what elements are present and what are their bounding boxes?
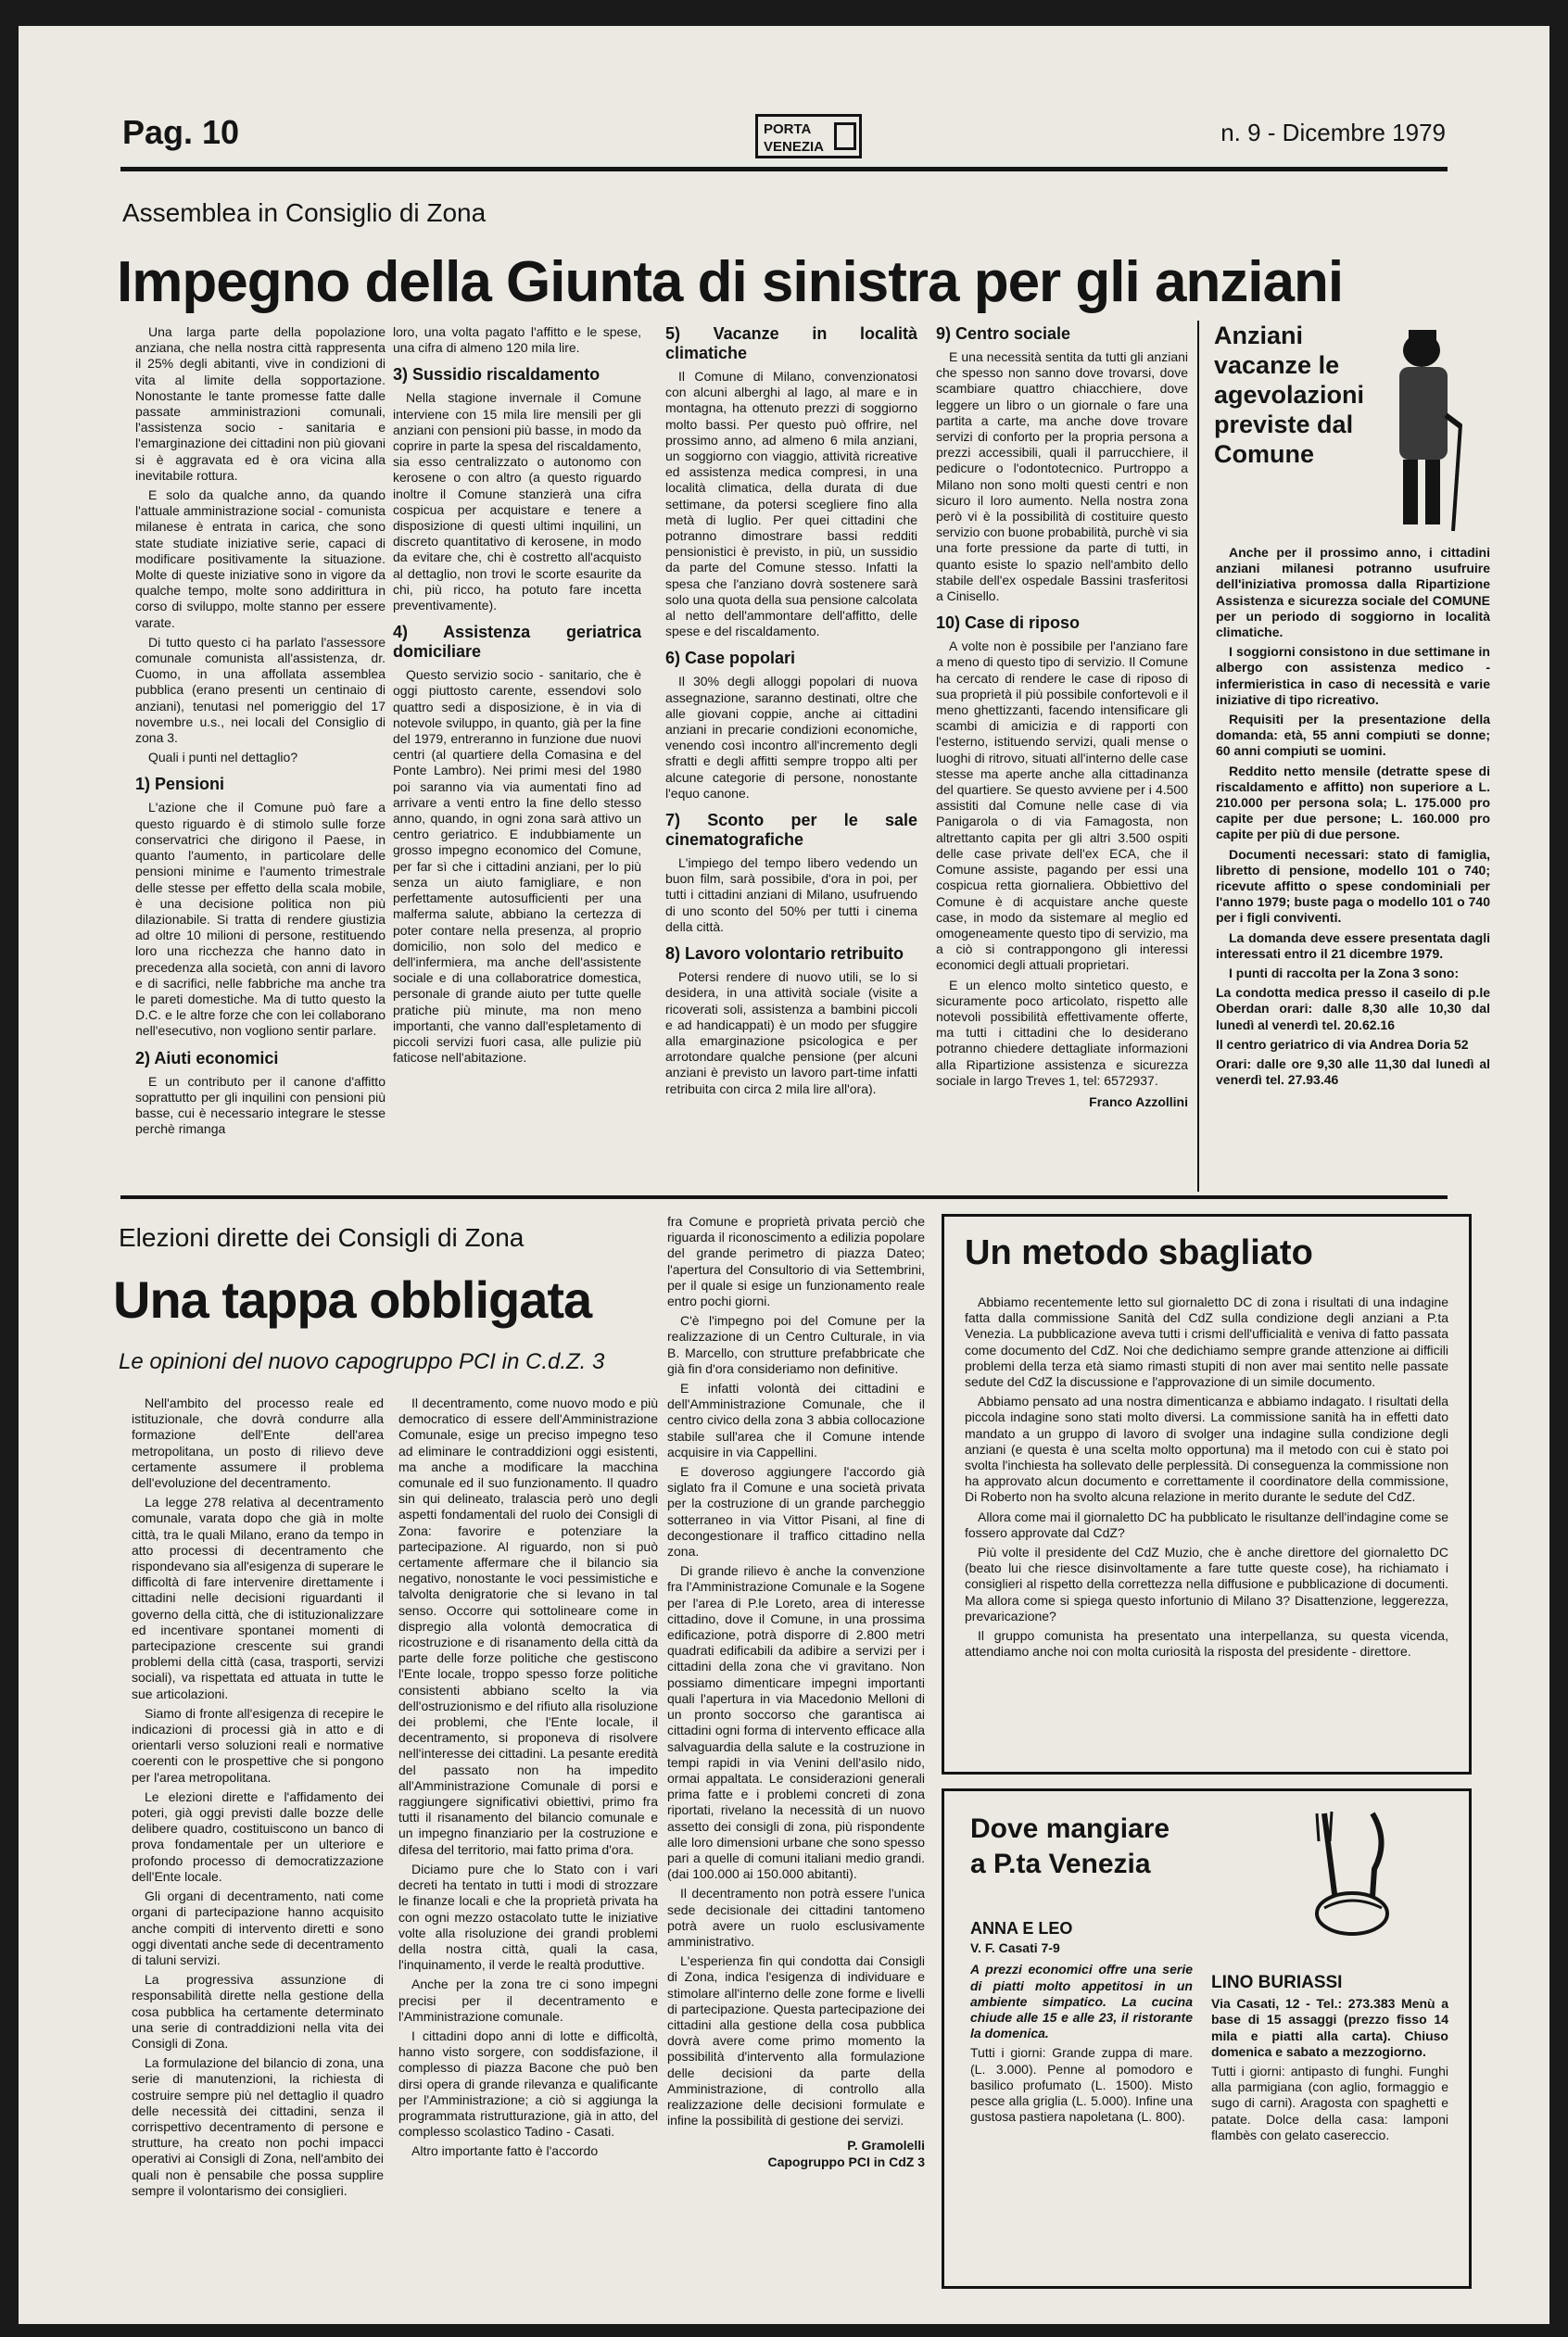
section-heading: 1) Pensioni [135,775,225,794]
restaurant-name: ANNA E LEO [970,1919,1073,1938]
paragraph: La formulazione del bilancio di zona, una serie di manutenzioni, la richiesta di costruire sempre più nel dettaglio il quadro delle necessità dei cittadini, senza il corrispettivo decentramento di persone e strutture, ha creato non pochi impacci operativi ai Consigli di Zona, nell'ambito dei quali non è pensabile che possa supplire sempre il volontarismo dei consiglieri. [132,2055,384,2198]
paragraph: Il 30% degli alloggi popolari di nuova assegnazione, saranno destinati, oltre che alle giovani coppie, anche ai cittadini anziani in precarie condizioni economiche, venendo così incontro all'incremento degli sfratti e degli affitti sempre troppo alti per alcune categorie di persone, nonostante l'equo canone. [665,674,917,801]
bottom-column-1 [132,1396,384,2203]
logo-line-2: VENEZIA [764,139,825,155]
paragraph: E solo da qualche anno, da quando l'attuale amministrazione social - comunista milanese è entrata in carica, che sono state studiate iniziative serie, capaci di modificare positivamente la situazione. Molte di queste iniziative sono in vigore da qualche tempo, molte sono addirittura in corso di sviluppo, molte stanno per essere varate. [135,487,386,630]
paragraph: Il decentramento, come nuovo modo e più democratico di essere dell'Amministrazione Comunale, esige un preciso impegno teso ad eliminare le contraddizioni oggi esistenti, ma anche a modificare la macchina comunale ed il suo funzionamento. Il quadro sin qui delineato, tralascia però uno degli aspetti fondamentali del ruolo dei Consigli di Zona: favorire e potenziare la partecipazione. Al riguardo, non si può certamente affermare che il bilancio sia negativo, nonostante le voci pessimistiche e talvolta denigratorie che si levano in tal senso. Occorre qui sottolineare come in dispregio alla volontà democratica di ricostruzione e di risanamento della città da parte delle forze politiche che gestiscono l'Ente locale, troppo spesso forze politiche consistenti abbiano scelto la via dell'ostruzionismo e del rifiuto alla risoluzione dei problemi, che l'Ente locale, il decentramento, si proponeva di risolvere nell'interesse dei cittadini. La pesante eredità del passato non ha impedito all'Amministrazione Comunale di porsi e raggiungere significativi obiettivi, primo fra tutti il risanamento del bilancio comunale e un impegno finanziario per la costruzione e difesa del territorio, mai fatto prima d'ora. [398,1396,658,1857]
paragraph: Più volte il presidente del CdZ Muzio, che è anche direttore del giornaletto DC (beato lui che riesce disinvoltamente a fare tutte queste cose), ha richiamato i consiglieri al rispetto della correttezza nella diffusione e pubblicazione di documenti. Ma allora come si spiega questo infortunio di Milano 3? Disattenzione, leggerezza, prevaricazione? [965,1545,1448,1623]
top-column-1 [135,324,386,1141]
paragraph: Il gruppo comunista ha presentato una interpellanza, su questa vicenda, attendiamo anche noi con molta curiosità la risposta del presidente - direttore. [965,1628,1448,1660]
top-column-2 [393,324,641,1069]
paragraph: Tutti i giorni: antipasto di funghi. Funghi alla parmigiana (con aglio, formaggio e sugo di carni). Aragosta con spaghetti e patate. Dolce della casa: lamponi flambès con gelato casereccio. [1211,2064,1448,2142]
paragraph: Abbiamo pensato ad una nostra dimenticanza e abbiamo indagato. I risultati della piccola indagine sono stati molto diversi. La commissione sanità ha in effetti dato mandato a un gruppo di lavoro di svolger una indagine sulla condizione degli anziani (e questa è una scelta molto opportuna) ma il metodo con cui è stato poi svolta l'inchiesta ha sollevato delle perplessità. Di conseguenza la commissione non ha approvato alcun documento e correttamente il coordinatore della commissione, Di Roberto non ha svolto alcuna relazione in merito durante le sedute del CdZ. [965,1394,1448,1505]
paragraph: La progressiva assunzione di responsabilità dirette nella gestione della cosa pubblica ha certamente determinato una serie di contraddizioni nella vita dei Consigli di Zona. [132,1972,384,2051]
anna-e-leo-listing [970,1921,1193,2129]
paragraph: fra Comune e proprietà privata perciò che riguarda il riconoscimento a edilizia popolare del grande perimetro di piazza Dateo; l'apertura del Consultorio di via Settembrini, per il quale si esige un funzionamento reale entro pochi giorni. [667,1214,925,1309]
paragraph: Anche per la zona tre ci sono impegni precisi per il decentramento e l'Amministrazione comunale. [398,1977,658,2024]
issue-date: n. 9 - Dicembre 1979 [1220,119,1446,146]
top-column-3 [665,324,917,1101]
section-heading: 2) Aiuti economici [135,1048,279,1067]
paragraph: Documenti necessari: stato di famiglia, libretto di pensione, modello 101 o 740; ricevute affitto o spese condominiali per l'anno 1979; buste paga o modello 101 o 740 per i figli conviventi. [1216,846,1490,926]
paragraph: Altro importante fatto è l'accordo [411,2143,599,2159]
paragraph: Il decentramento non potrà essere l'unica sede decisionale dei cittadini tantomeno potrà avere un ruolo esclusivamente amministrativo. [667,1886,925,1949]
paragraph: Tutti i giorni: Grande zuppa di mare. (L. 3.000). Penne al pomodoro e basilico profumato (L. 1500). Misto pesce alla griglia (L. 5.000). Infine una gustosa pastiera napoletana (L. 800). [970,2045,1193,2125]
paragraph: Allora come mai il giornaletto DC ha pubblicato le risultanze dell'indagine come se fossero approvate dal CdZ? [965,1509,1448,1540]
bottom-headline: Una tappa obbligata [113,1270,592,1329]
top-column-4 [936,324,1188,1110]
paragraph: I cittadini dopo anni di lotte e difficoltà, hanno visto sorgere, con soddisfazione, il complesso di piazza Bacone che può ben dirsi opera di grande rilevanza e qualificante per l'Amministrazione; a ciò si aggiunga la programmata ristrutturazione, già in atto, del complesso scolastico Tadino - Casati. [398,2028,658,2140]
metodo-sbagliato-box [942,1214,1472,1775]
section-heading: 7) Sconto per le sale cinematografiche [665,811,917,850]
paragraph: Requisiti per la presentazione della domanda: età, 55 anni compiuti se donne; 60 anni compiuti se uomini. [1216,712,1490,759]
column-divider [1197,321,1199,1192]
author-signature: P. Gramolelli [847,2138,925,2154]
bottom-column-2 [398,1396,658,2164]
paragraph: Il Comune di Milano, convenzionatosi con alcuni alberghi al lago, al mare e in montagna, ha ottenuto prezzi di soggiorno molto bassi. Per questo può offrire, nel prossimo anno, ad almeno 6 mila anziani, un soggiorno con viaggio, attività ricreative ed assistenza medica compresi, in una località climatica, della durata di due settimane, da potersi scegliere fino alla metà di luglio. Per quei cittadini che potranno dimostrare bassi redditi pensionistici è previsto, in più, un sussidio da parte del Comune stesso. Infatti la spesa che l'anziano dovrà sostenere sarà solo una quota della sua pensione calcolata al netto dell'ammontare dell'affitto, delle spese e del riscaldamento. [665,369,917,639]
paragraph: E un elenco molto sintetico questo, e sicuramente poco articolato, rispetto alle notevoli possibilità effettivamente offerte, ma tutti i cittadini che lo desiderano potranno chiedere dettagliate informazioni alla Ripartizione assistenza e sicurezza sociale in largo Treves 1, tel: 6572937. [936,977,1188,1088]
paragraph: La condotta medica presso il caseilo di p.le Oberdan orari: dalle 8,30 alle 10,30 dal lunedì al venerdì tel. 20.62.16 [1216,985,1490,1032]
porta-venezia-logo [755,114,862,158]
section-heading: 8) Lavoro volontario retribuito [665,944,904,964]
paragraph: Potersi rendere di nuovo utili, se lo si desidera, in una attività sociale (visite a ricoverati soli, assistenza a bambini piccoli e ad handicappati) è un modo per sfuggire alla emarginazione psicologica e per arrotondare qualche pensione (per alcuni anziani è previsto un lavoro part-time infatti retribuita con circa 2 mila lire all'ora). [665,969,917,1096]
paragraph: E una necessità sentita da tutti gli anziani che spesso non sanno dove trovarsi, dove scambiare quattro chiacchiere, dove leggere un libro o un giornale o fare una partita a carte, ma anche dove trovare servizi di conforto per la propria persona a prezzi accessibili, quali il parrucchiere, il pedicure o l'odontotecnico. Purtroppo a Milano non sono molti questi centri e non sicuro il loro aumento. Nella nostra zona però vi è la possibilità di costituire questo servizio con buone probabilità, purchè vi sia una forte pressione da parte di tutti, in quanto esiste lo spazio nell'ambito dello stabile dell'ex ospedale Bassini trasferitosi a Cinisello. [936,349,1188,604]
paragraph: Nell'ambito del processo reale ed istituzionale, che dovrà condurre alla formazione dell'Ente dell'area metropolitana, un posto di rilievo deve certamente assumere il problema dell'evoluzione del decentramento. [132,1396,384,1491]
sidebar-body [1216,545,1490,1093]
logo-line-1: PORTA [764,121,812,137]
paragraph: C'è l'impegno poi del Comune per la realizzazione di un Centro Culturale, in via B. Marcello, con strutture prefabbricate che già fin d'ora consideriamo non definitive. [667,1313,925,1376]
section-rule [120,1195,1448,1199]
paragraph: Anche per il prossimo anno, i cittadini anziani milanesi potranno usufruire dell'iniziativa promossa dalla Ripartizione Assistenza e sicurezza sociale del COMUNE per un periodo di soggiorno in località climatiche. [1216,545,1490,640]
dove-mangiare-box [942,1788,1472,2289]
paragraph: Orari: dalle ore 9,30 alle 11,30 dal lunedì al venerdì tel. 27.93.46 [1216,1056,1490,1088]
paragraph: Siamo di fronte all'esigenza di recepire le indicazioni di processi già in atto e di orientarli verso soluzioni reali e normative coerenti con le prospettive che si pongono per l'area metropolitana. [132,1705,384,1785]
paragraph: Questo servizio socio - sanitario, che è oggi piuttosto carente, essendovi solo quattro sedi a disposizione, è in via di notevole sviluppo, in quanto, già per la fine del 1979, entreranno in funzione due nuovi centri (al quartiere della Comasina e del Ponte Lambro). Nei primi mesi del 1980 poi saranno via via aumentati fino ad arrivare a venti entro la fine dello stesso anno, quando, in ogni zona sarà attivo un centro geriatrico. E indubbiamente un grosso impegno economico del Comune, per far sì che i cittadini anziani, per lo più senza un aiuto famigliare, e non perfettamente autosufficienti per una malferma salute, abbiano la certezza di poter contare nella presenza, al proprio domicilio, non solo del medico e dell'infermiera, ma anche dell'assistente sociale e di una collaboratrice domestica, personale di grande aiuto per tutte quelle pratiche più minute, ma non meno importanti, che vanno dall'espletamento di piccoli servizi fuori casa, alle pulizie più faticose nell'abitazione. [393,667,641,1066]
section-heading: 4) Assistenza geriatrica domiciliare [393,623,641,662]
paragraph: I punti di raccolta per la Zona 3 sono: [1229,966,1460,981]
paragraph: Di tutto questo ci ha parlato l'assessore comunale comunista all'assistenza, dr. Cuomo, in una affollata assemblea pubblica (erano presenti un centinaio di anziani), tenutasi nel pomeriggio del 17 novembre u.s., nei locali del Consiglio di zona 3. [135,634,386,746]
paragraph: Gli organi di decentramento, nati come organi di partecipazione hanno acquisito anche compiti di intervento diretti e sono oggi diventati anche sede di decentramento di taluni servizi. [132,1889,384,1967]
cutlery-hand-illustration [1296,1804,1408,1943]
paragraph: Nella stagione invernale il Comune interviene con 15 mila lire mensili per gli anziani con pensioni più basse, in modo da coprire in parte la spesa del riscaldamento, sia esso centralizzato o autonomo con kerosene o con altro (a questo riguardo inoltre il Comune stanzierà una cifra cospicua per acquistare e tenere a disposizione di questi ultimi inquilini, un discreto quantitativo di kerosene, in modo da evitare che, chi è costretto all'acquisto al dettaglio, non trovi le scorte esaurite da chi, più ricco, ha potuto fare incetta preventivamente). [393,390,641,613]
paragraph: A volte non è possibile per l'anziano fare a meno di questo tipo di servizio. Il Comune ha cercato di rendere le case di riposo di sua proprietà il più possibile confortevoli e il meno ghettizzanti, facendo intensificare gli scambi di amicizia e di rapporti con l'esterno, istituendo servizi, quali mense o luoghi di ritrovo, situati all'interno delle case stesse ma aperte anche alla cittadinanza del quartiere. Se questo avviene per i 4.500 assistiti dal Comune nelle case di via Panigarola o di via Famagosta, non altrettanto capita per gli altri 3.500 ospiti delle case private dell'ex ECA, che il Comune assiste, pagando per essi una cospicua retta giornaliera. Obbiettivo del Comune è di acquistare anche queste case, in modo da sistemare al meglio ed omogeneamente questo tipo di servizio, ma a ciò si contrappongono gli interessi economici degli attuali proprietari. [936,638,1188,973]
house-icon [834,122,856,150]
paragraph: loro, una volta pagato l'affitto e le spese, una cifra di almeno 120 mila lire. [393,324,641,356]
paragraph: E doveroso aggiungere l'accordo già siglato fra il Comune e una società privata per la costruzione di un grande parcheggio sotterraneo in via Vittor Pisani, al fine di decongestionare il traffico cittadino nella zona. [667,1464,925,1560]
paragraph: La domanda deve essere presentata dagli interessati entro il 21 dicembre 1979. [1216,929,1490,961]
author-signature: Franco Azzollini [1089,1093,1188,1109]
top-kicker: Assemblea in Consiglio di Zona [122,198,487,227]
page-number: Pag. 10 [122,113,240,151]
paragraph: Le elezioni dirette e l'affidamento dei poteri, già oggi previsti dalle bozze delle delibere quadro, costituiscono un banco di prova fondamentale per un ulteriore e profondo processo di democratizzazione dell'Ente locale. [132,1788,384,1884]
paragraph: E infatti volontà dei cittadini e dell'Amministrazione Comunale, che il centro civico della zona 3 abbia collocazione stabile sull'area che il Comune intende acquisire in via Cappellini. [667,1381,925,1459]
top-headline: Impegno della Giunta di sinistra per gli anziani [117,250,1344,314]
mangiare-title [970,1812,1170,1882]
section-heading: 9) Centro sociale [936,324,1071,343]
paragraph: L'impiego del tempo libero vedendo un buon film, sarà possibile, d'ora in poi, per tutti i cittadini anziani di Milano, usufruendo di uno sconto del 50% per tutti i cinema della città. [665,855,917,934]
paragraph: Una larga parte della popolazione anziana, che nella nostra città rappresenta il 25% degli abitanti, vive in condizioni di vita al limite della sopportazione. Nonostante le tante promesse fatte dalle passate amministrazioni comunali, l'assistenza socio - sanitaria e l'emarginazione dei cittadini non più giovani si è aggravata ed è ora vicina alla inevitabile rottura. [135,324,386,483]
masthead-rule [120,167,1448,171]
restaurant-address: V. F. Casati 7-9 [970,1940,1060,1956]
author-role: Capogruppo PCI in CdZ 3 [767,2154,925,2169]
bottom-column-3 [667,1214,925,2170]
paragraph: Via Casati, 12 - Tel.: 273.383 Menù a base di 15 assaggi (prezzo fisso 14 mila e piatti alla carta). Chiuso domenica e sabato a mezzogiorno. [1211,1996,1448,2059]
paragraph: Il centro geriatrico di via Andrea Doria 52 [1216,1036,1469,1052]
paragraph: Reddito netto mensile (detratte spese di riscaldamento e affitto) non superiore a L. 210.000 per persona sola; L. 175.000 pro capite per due persone; L. 160.000 pro capite per più di due persone. [1216,763,1490,842]
paragraph: I soggiorni consistono in due settimane in albergo con assistenza medico - infermieristica in caso di necessità e varie iniziative di tipo ricreativo. [1216,644,1490,707]
restaurant-name: LINO BURIASSI [1211,1973,1343,1992]
paragraph: Quali i punti nel dettaglio? [148,750,298,765]
section-heading: 6) Case popolari [665,649,796,668]
paragraph: A prezzi economici offre una serie di piatti molto appetitosi in un ambiente simpatico. La cucina chiude alle 15 e alle 23, il ristorante la domenica. [970,1962,1193,2041]
newspaper-page [19,26,1549,2324]
sidebar-title: Anziani vacanze le agevolazioni previste dal Comune [1214,322,1365,468]
paragraph: E un contributo per il canone d'affitto soprattutto per gli inquilini con pensioni più basse, cui è necessario integrare le stesse perchè rimanga [135,1073,386,1137]
title-line-2: a P.ta Venezia [970,1849,1151,1879]
section-heading: 10) Case di riposo [936,613,1081,633]
paragraph: Diciamo pure che lo Stato con i vari decreti ha tentato in tutti i modi di strozzare le finanze locali e che la proprietà privata ha con ogni mezzo ostacolato tutte le iniziative volte alla risoluzione dei grandi problemi della nostra città, quali la casa, l'inquinamento, il verde le realtà produttive. [398,1861,658,1973]
paragraph: L'esperienza fin qui condotta dai Consigli di Zona, indica l'esigenza di individuare e stimolare all'interno delle zone forme e livelli di partecipazione. Questa partecipazione dei cittadini alla gestione della cosa pubblica dovrà avere come primo momento la possibilità d'intervento alla formulazione delle decisioni da parte della Amministrazione, di controllo alla realizzazione delle decisioni formulate e infine la possibilità di gestione dei servizi. [667,1953,925,2129]
paragraph: La legge 278 relativa al decentramento comunale, varata dopo che già in molte città, tra le quali Milano, erano da tempo in atto processi di decentramento che rispondevano sia all'esigenza di superare le difficoltà di fare intervenire direttamente i cittadini nelle decisioni riguardanti il governo della città, che di istituzionalizzare ed incentivare spontanei momenti di partecipazione crescente sui grandi problemi della città (casa, trasporti, servizi sociali), va rispettata ed attuata in tutte le sue articolazioni. [132,1495,384,1701]
lino-buriassi-listing [1211,1975,1448,2147]
metodo-body [965,1295,1448,1663]
elderly-man-illustration [1372,322,1483,536]
paragraph: Abbiamo recentemente letto sul giornaletto DC di zona i risultati di una indagine fatta dalla commissione Sanità del CdZ sulla condizione degli anziani a P.ta Venezia. La pubblicazione aveva tutti i crismi dell'ufficialità e veniva di fatto passata come documento del CdZ. Noi che dedichiamo sempre grande attenzione ai difficili problemi della terza età siamo rimasti stupiti di non aver mai sentito nelle passate sedute del CdZ la discussione e l'approvazione di un simile documento. [965,1295,1448,1390]
bottom-kicker: Elezioni dirette dei Consigli di Zona [119,1223,525,1252]
section-heading: 3) Sussidio riscaldamento [393,365,601,385]
paragraph: L'azione che il Comune può fare a questo riguardo è di stimolo sulle forze conservatrici che dirigono il Paese, in quanto l'aumento, in particolare delle pensioni minime e l'aumento trimestrale delle stesse per effetto della scala mobile, è una decisione politica non più dilazionabile. Si tratta di rendere giustizia ad oltre 10 milioni di persone, restituendo loro una ricchezza che hanno dato in precedenza alla società, con anni di lavoro e di sacrifici, nelle fabbriche ma anche tra le pareti domestiche. Ma di tutto questo la D.C. e le altre forze che con lei collaborano nell'esecutivo, non vogliono sentir parlare. [135,800,386,1039]
metodo-title: Un metodo sbagliato [965,1233,1313,1272]
bottom-subhead: Le opinioni del nuovo capogruppo PCI in C.d.Z. 3 [119,1349,605,1374]
paragraph: Di grande rilievo è anche la convenzione fra l'Amministrazione Comunale e la Sogene per l'area di P.le Loreto, area di interesse cittadino, dove il Comune, in una prossima edificazione, potrà disporre di 2.800 metri quadrati edificabili da adibire a servizi per i cittadini della zona che vi gravitano. Non possiamo dimenticare impegni importanti quali l'apertura in via Macedonio Melloni di un pronto soccorso che garantisca ai cittadini ogni forma di intervento efficace alla salvaguardia della salute e la costruzione in tempi rapidi in via Venini dell'asilo nido, ormai appaltata. Le considerazioni generali prima fatte e i problemi concreti di zona riportati, rivelano la necessità di un nuovo assetto dei consigli di zona, più rispondente alle loro dimensioni urbane che sono spesso pari a quelle di comuni italiani medio grandi. (dai 100.000 ai 150.000 abitanti). [667,1563,925,1882]
section-heading: 5) Vacanze in località climatiche [665,324,917,362]
title-line-1: Dove mangiare [970,1813,1170,1844]
